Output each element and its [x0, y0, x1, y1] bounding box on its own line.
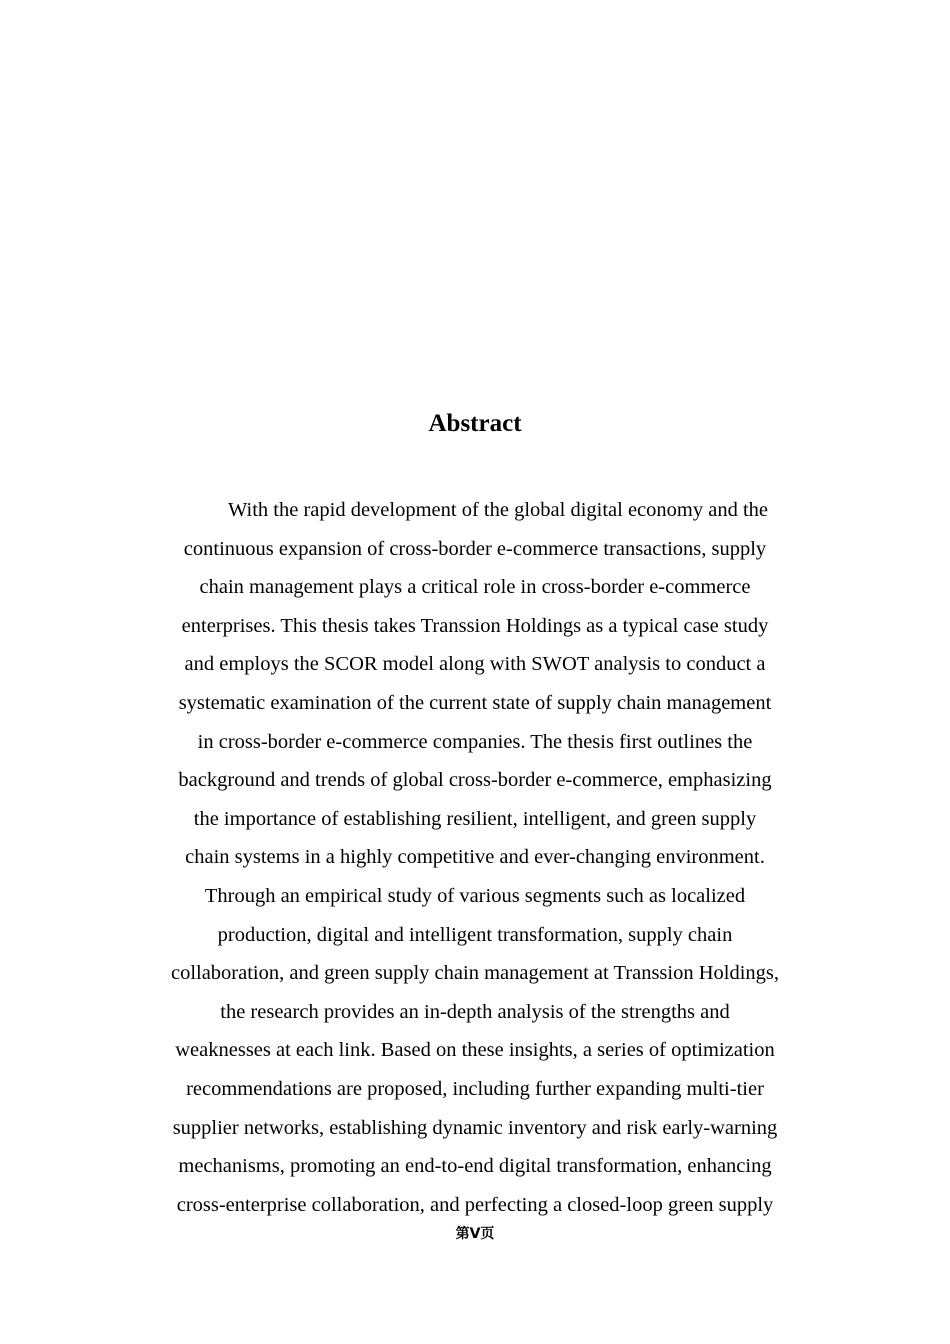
- abstract-line: cross-enterprise collaboration, and perfecting a closed-loop green supply: [176, 1193, 774, 1216]
- abstract-line: With the rapid development of the global digital economy and the: [228, 499, 768, 521]
- abstract-line: chain systems in a highly competitive and ever-changing environment.: [185, 846, 765, 869]
- abstract-line: collaboration, and green supply chain management at Transsion Holdings,: [170, 962, 780, 985]
- abstract-line: recommendations are proposed, including further expanding multi-tier: [186, 1077, 764, 1100]
- page-number: 第V页: [455, 1226, 495, 1242]
- abstract-line: Through an empirical study of various segments such as localized: [204, 884, 746, 907]
- abstract-line: weaknesses at each link. Based on these insights, a series of optimization: [175, 1039, 775, 1062]
- abstract-line: mechanisms, promoting an end-to-end digital transformation, enhancing: [178, 1155, 772, 1178]
- abstract-body: [0, 491, 950, 1224]
- abstract-line: supplier networks, establishing dynamic inventory and risk early-warning: [172, 1116, 778, 1139]
- abstract-line: enterprises. This thesis takes Transsion Holdings as a typical case study: [181, 614, 769, 637]
- abstract-heading: Abstract: [428, 410, 522, 437]
- abstract-line: production, digital and intelligent transformation, supply chain: [217, 923, 733, 946]
- abstract-line: systematic examination of the current state of supply chain management: [178, 691, 772, 714]
- abstract-line: and employs the SCOR model along with SWOT analysis to conduct a: [184, 653, 766, 676]
- abstract-line: continuous expansion of cross-border e-commerce transactions, supply: [183, 537, 767, 560]
- abstract-line: the importance of establishing resilient, intelligent, and green supply: [193, 807, 757, 830]
- abstract-line: the research provides an in-depth analysis of the strengths and: [220, 1000, 730, 1023]
- abstract-line: background and trends of global cross-border e-commerce, emphasizing: [178, 769, 772, 792]
- abstract-line: in cross-border e-commerce companies. The thesis first outlines the: [197, 730, 753, 753]
- abstract-line: chain management plays a critical role in cross-border e-commerce: [199, 576, 751, 599]
